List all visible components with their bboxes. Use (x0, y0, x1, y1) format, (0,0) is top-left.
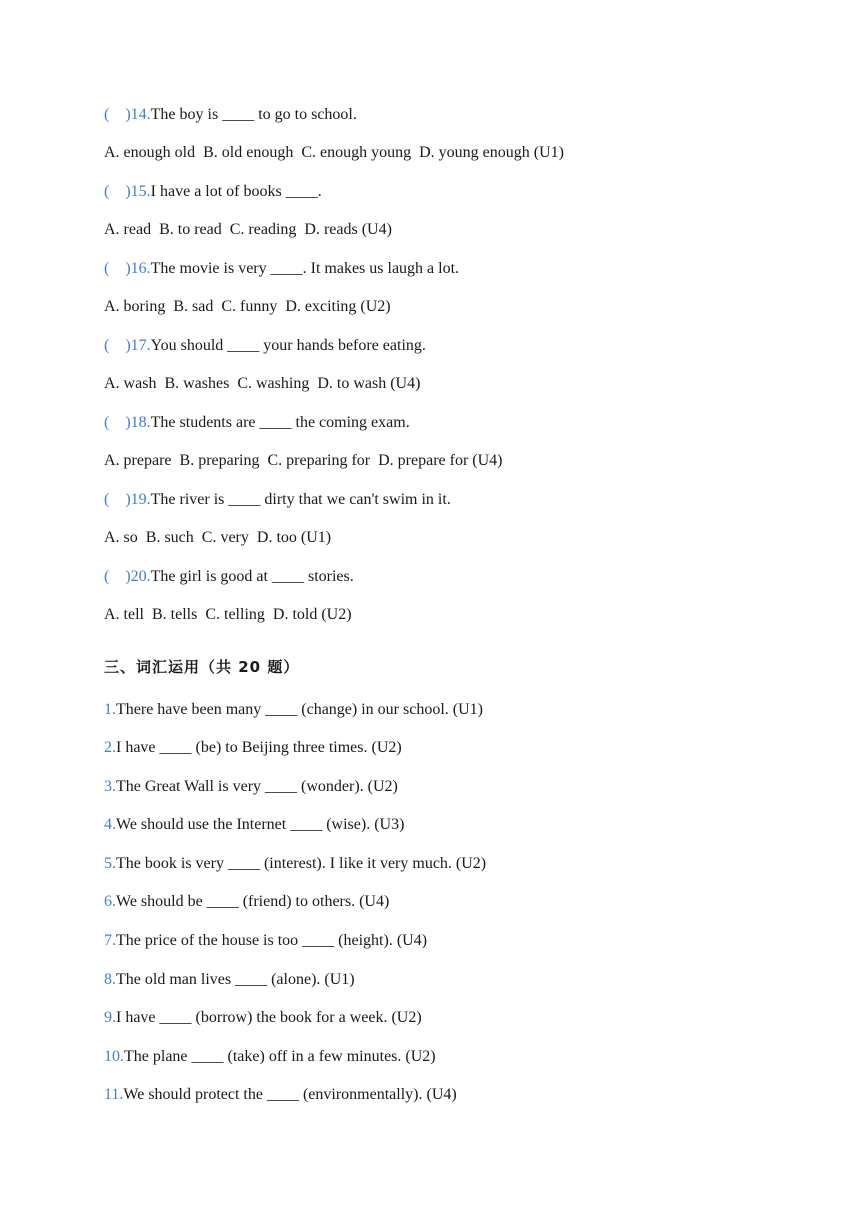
mc-options-16: A. boring B. sad C. funny D. exciting (U2) (104, 298, 391, 315)
item-text: I have ____ (be) to Beijing three times. (U2) (116, 739, 402, 756)
mc-options-20: A. tell B. tells C. telling D. told (U2) (104, 606, 352, 623)
item-number: 9. (104, 1009, 116, 1026)
vocab-item-2 (104, 738, 402, 758)
question-number: ( )14. (104, 106, 151, 123)
question-stem: The students are ____ the coming exam. (150, 414, 410, 431)
item-text: We should be ____ (friend) to others. (U4) (116, 893, 390, 910)
vocab-item-1 (104, 700, 483, 720)
question-stem: The boy is ____ to go to school. (150, 106, 357, 123)
item-number: 5. (104, 855, 116, 872)
vocab-item-8 (104, 970, 355, 990)
question-stem: The river is ____ dirty that we can't swim in it. (150, 491, 451, 508)
item-number: 2. (104, 739, 116, 756)
question-number: ( )16. (104, 260, 151, 277)
item-number: 4. (104, 816, 116, 833)
item-number: 6. (104, 893, 116, 910)
mc-options-14: A. enough old B. old enough C. enough young D. young enough (U1) (104, 144, 564, 161)
item-text: The Great Wall is very ____ (wonder). (U2) (116, 778, 398, 795)
question-stem: I have a lot of books ____. (150, 183, 322, 200)
mc-question-18 (104, 413, 410, 433)
question-number: ( )20. (104, 568, 151, 585)
mc-question-17 (104, 336, 426, 356)
item-text: I have ____ (borrow) the book for a week. (U2) (116, 1009, 422, 1026)
mc-options-15: A. read B. to read C. reading D. reads (U4) (104, 221, 392, 238)
question-number: ( )15. (104, 183, 151, 200)
item-number: 10. (104, 1048, 124, 1065)
item-text: We should use the Internet ____ (wise). (U3) (116, 816, 405, 833)
question-stem: The girl is good at ____ stories. (150, 568, 354, 585)
item-text: The price of the house is too ____ (height). (U4) (116, 932, 428, 949)
mc-question-15 (104, 182, 322, 202)
item-text: The book is very ____ (interest). I like it very much. (U2) (116, 855, 487, 872)
vocab-item-7 (104, 931, 427, 951)
mc-question-19 (104, 490, 451, 510)
mc-options-18: A. prepare B. preparing C. preparing for D. prepare for (U4) (104, 452, 503, 469)
question-number: ( )17. (104, 337, 151, 354)
item-text: The old man lives ____ (alone). (U1) (116, 971, 355, 988)
vocab-item-6 (104, 892, 389, 912)
item-number: 3. (104, 778, 116, 795)
question-number: ( )18. (104, 414, 151, 431)
item-text: There have been many ____ (change) in our school. (U1) (116, 701, 483, 718)
item-text: We should protect the ____ (environmentally). (U4) (123, 1086, 457, 1103)
vocab-item-9 (104, 1008, 422, 1028)
question-stem: You should ____ your hands before eating. (150, 337, 426, 354)
item-number: 1. (104, 701, 116, 718)
section-heading: 三、词汇运用（共 20 题） (104, 658, 300, 676)
item-number: 7. (104, 932, 116, 949)
item-number: 11. (104, 1086, 124, 1103)
mc-question-14 (104, 105, 357, 125)
item-number: 8. (104, 971, 116, 988)
question-number: ( )19. (104, 491, 151, 508)
mc-options-17: A. wash B. washes C. washing D. to wash (U4) (104, 375, 421, 392)
vocab-item-10 (104, 1047, 436, 1067)
item-text: The plane ____ (take) off in a few minutes. (U2) (124, 1048, 436, 1065)
mc-options-19: A. so B. such C. very D. too (U1) (104, 529, 332, 546)
vocab-item-3 (104, 777, 398, 797)
vocab-item-5 (104, 854, 486, 874)
mc-question-20 (104, 567, 354, 587)
vocab-item-11 (104, 1085, 457, 1105)
question-stem: The movie is very ____. It makes us laugh a lot. (150, 260, 460, 277)
vocab-item-4 (104, 815, 404, 835)
mc-question-16 (104, 259, 459, 279)
